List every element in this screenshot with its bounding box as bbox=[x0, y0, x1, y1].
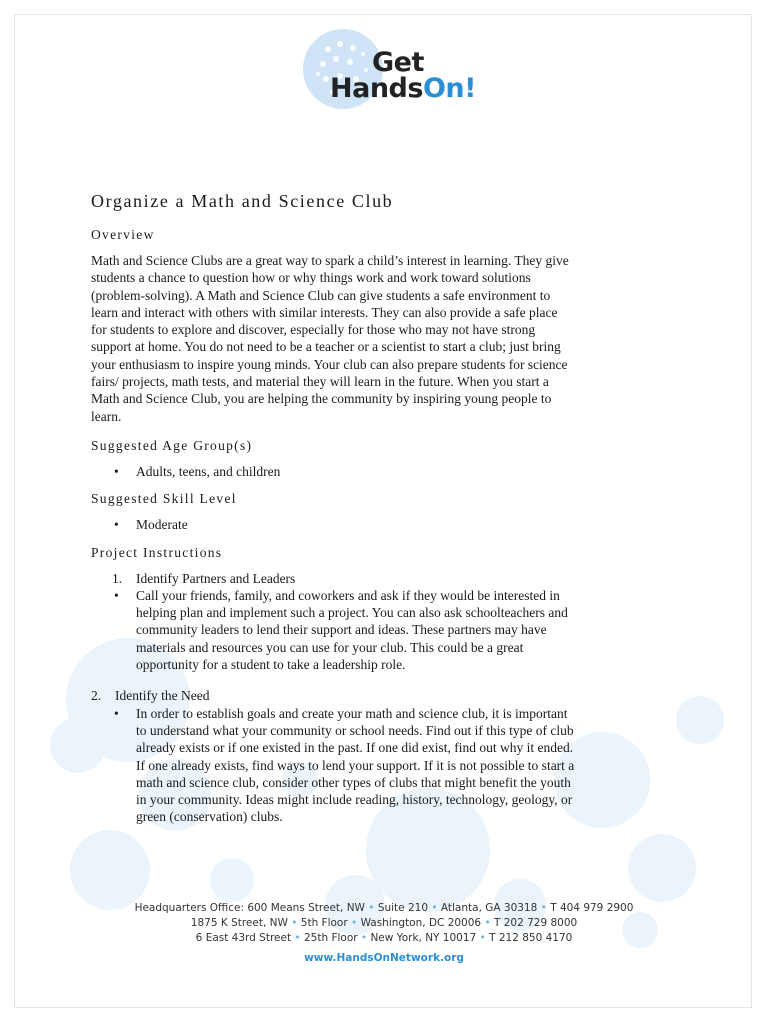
footer-text: Washington, DC 20006 bbox=[360, 917, 482, 929]
website-url[interactable]: www.HandsOnNetwork.org bbox=[304, 952, 464, 964]
footer-address-ny bbox=[0, 931, 768, 947]
step-1-heading bbox=[112, 570, 691, 587]
text-line: opportunity for a student to take a leadership role. bbox=[136, 657, 406, 673]
footer-separator: • bbox=[537, 902, 551, 914]
text-line: In order to establish goals and create your math and science club, it is important bbox=[136, 705, 568, 721]
text-line: (problem-solving). A Math and Science Club can give students a safe environment to bbox=[91, 287, 551, 303]
footer-text: Suite 210 bbox=[377, 902, 429, 914]
footer-text: Headquarters Office: 600 Means Street, NW bbox=[134, 902, 365, 914]
text-line: learn. bbox=[91, 408, 122, 424]
step-1-title: Identify Partners and Leaders bbox=[136, 570, 296, 586]
footer-separator: • bbox=[481, 917, 494, 929]
footer-separator: • bbox=[428, 902, 441, 914]
step-2-list bbox=[91, 705, 691, 826]
footer-text: T 404 979 2900 bbox=[550, 902, 634, 914]
text-line: to understand what your community or school needs. Find out if this type of club bbox=[136, 722, 574, 738]
list-item: • Adults, teens, and children bbox=[136, 463, 691, 480]
logo-on-text: On! bbox=[422, 73, 476, 104]
page-title: Organize a Math and Science Club bbox=[91, 191, 394, 211]
skill-level-heading: Suggested Skill Level bbox=[91, 491, 237, 507]
footer-text: T 202 729 8000 bbox=[493, 917, 578, 929]
text-line: helping plan and implement such a project. You can also ask schoolteachers and bbox=[136, 605, 568, 621]
instructions-heading: Project Instructions bbox=[91, 544, 223, 560]
step-2-heading bbox=[91, 687, 691, 704]
text-line: community leaders to lend their support and ideas. These partners may have bbox=[136, 622, 547, 638]
text-line: green (conservation) clubs. bbox=[136, 809, 283, 825]
text-line: materials and resources you can use for your club. This could be a great bbox=[136, 639, 524, 655]
document-body bbox=[91, 186, 691, 836]
footer-website-link[interactable] bbox=[0, 951, 768, 967]
footer-separator: • bbox=[287, 917, 301, 929]
text-line: students a chance to question how or why things work and work toward solutions bbox=[91, 270, 531, 286]
age-group-list bbox=[91, 463, 691, 480]
skill-level-list bbox=[91, 516, 691, 533]
step-1-number: 1. bbox=[112, 570, 123, 586]
footer-text: 25th Floor bbox=[303, 932, 358, 944]
text-line: in your community. Ideas might include reading, history, technology, geology, or bbox=[136, 792, 573, 808]
step-2-body bbox=[136, 705, 691, 826]
footer-separator: • bbox=[357, 932, 371, 944]
text-line: fairs/ projects, math tests, and material they will learn in the future. When you start a bbox=[91, 374, 549, 390]
text-line: learn and interact with others with similar interests. They can also provide a safe place bbox=[91, 304, 558, 320]
footer-text: Atlanta, GA 30318 bbox=[440, 902, 538, 914]
step-2-number: 2. bbox=[91, 688, 102, 704]
footer-text: 1875 K Street, NW bbox=[190, 917, 288, 929]
footer-separator: • bbox=[291, 932, 304, 944]
overview-heading: Overview bbox=[91, 227, 155, 242]
footer-text: T 212 850 4170 bbox=[489, 932, 573, 944]
footer-text: 6 East 43rd Street bbox=[195, 932, 292, 944]
text-line: already exists or if one existed in the past. If one did exist, find out why it ended. bbox=[136, 740, 574, 756]
handson-logo-wordmark bbox=[330, 47, 476, 104]
text-line: Math and Science Clubs are a great way to spark a child’s interest in learning. They give bbox=[91, 253, 569, 268]
overview-paragraph bbox=[91, 252, 691, 425]
footer-separator: • bbox=[347, 917, 361, 929]
logo-hands-text: Hands bbox=[330, 73, 423, 104]
text-line: for students to explore and discover, especially for those who may not have strong bbox=[91, 322, 536, 338]
text-line: your enthusiasm to inspire young minds. Your club can also prepare students for science bbox=[91, 356, 568, 372]
text-line: Call your friends, family, and coworkers and ask if they would be interested in bbox=[136, 587, 560, 603]
logo-get-text: Get bbox=[372, 47, 424, 78]
footer-text: New York, NY 10017 bbox=[370, 932, 477, 944]
age-group-heading: Suggested Age Group(s) bbox=[91, 437, 253, 453]
step-1-list bbox=[91, 587, 691, 673]
footer-text: 5th Floor bbox=[300, 917, 348, 929]
step-2-title: Identify the Need bbox=[115, 688, 210, 704]
text-line: support at home. You do not need to be a teacher or a scientist to start a club; just bring bbox=[91, 339, 561, 355]
footer-address-hq bbox=[0, 901, 768, 917]
text-line: If one already exists, find ways to lend your support. If it is not possible to start a bbox=[136, 757, 575, 773]
text-line: math and science club, consider other types of clubs that might benefit the youth bbox=[136, 774, 571, 790]
list-item: • Moderate bbox=[136, 516, 691, 533]
footer-address-dc bbox=[0, 916, 768, 932]
text-line: Math and Science Club, you are helping the community by inspiring young people to bbox=[91, 391, 552, 407]
footer-separator: • bbox=[364, 902, 378, 914]
footer-separator: • bbox=[476, 932, 490, 944]
step-1-body bbox=[136, 587, 691, 673]
